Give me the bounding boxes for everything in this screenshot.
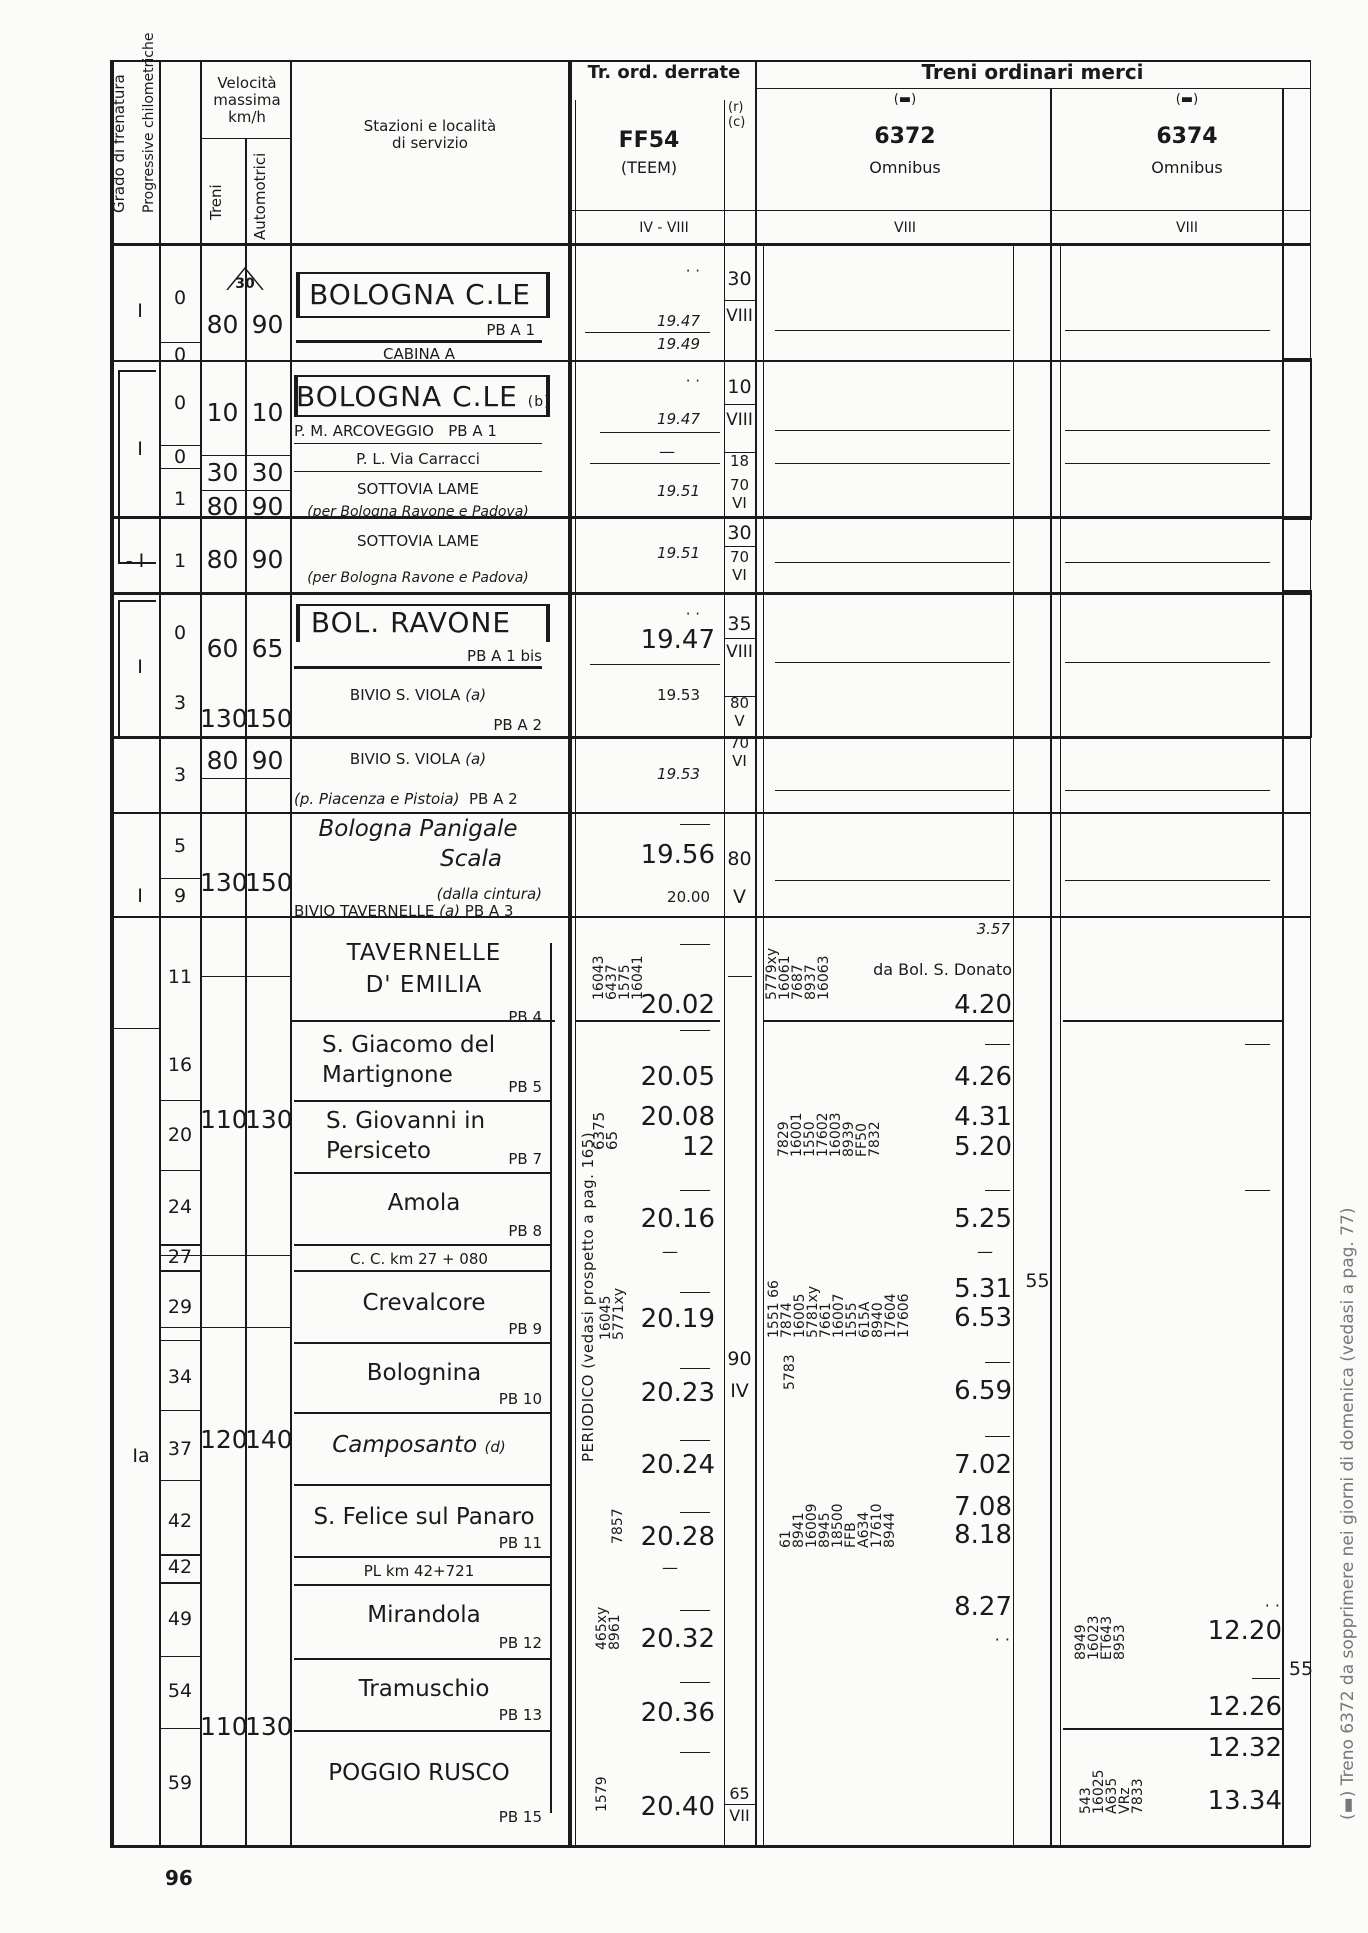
group-bracket-right xyxy=(1282,358,1312,520)
train2-class: VIII xyxy=(894,220,916,236)
header-treni: Treni xyxy=(207,184,225,220)
group-bracket-left xyxy=(118,370,156,564)
train2-mark: (▬) xyxy=(893,92,917,107)
station-bologna-cle-b: BOLOGNA C.LE (b) xyxy=(296,380,551,413)
station-bologna-cle: BOLOGNA C.LE xyxy=(309,278,531,311)
header-treni-ordinari-merci: Treni ordinari merci xyxy=(921,60,1144,84)
train2-number: 6372 xyxy=(874,124,936,149)
train3-sub: Omnibus xyxy=(1151,158,1223,177)
train1-sub: (TEEM) xyxy=(620,158,678,177)
train3-number: 6374 xyxy=(1156,124,1218,149)
station-bol-ravone: BOL. RAVONE xyxy=(310,606,512,639)
train1-class: IV - VIII xyxy=(639,220,689,236)
speed-sign-30: 30 xyxy=(225,270,265,286)
header-velocita: Velocità massima km/h xyxy=(213,74,281,126)
train1-number: FF54 xyxy=(618,128,680,153)
header-grado: Grado di frenatura xyxy=(110,74,128,213)
train1-rc: (r) (c) xyxy=(728,100,746,130)
train2-sub: Omnibus xyxy=(869,158,941,177)
header-tr-ord-derrate: Tr. ord. derrate xyxy=(587,62,741,83)
timetable-page: Grado di frenatura Progressive chilometriche Velocità massima km/h Treni Automotrici Stazioni e località di servizio Tr. ord. derrate Treni ordinari merci FF54 (TEEM) (r) (c) IV - VIII (▬) 6372 Omnibus VIII (▬) 6374 Omnibus VIII I 0 0 30 80 90 BOLOGNA C.LE PB A 1 CABINA A · · 19.47 19.49 30 VIII I 0 0 1 10 10 30 30 80 90 BOLOGNA C.LE (b) P. M. ARCOVEGGIO PB A 1 P. L. Via Carracci SOTTOVIA LAME (per Bologna Ravone e Padova) · · 19.47 — 19.51 10 VIII 18 70 VI - I 1 80 90 SOTTOVIA LAME (per Bologna Ravone e Padova) 19.51 30 70 VI I 0 3 60 65 130 150 BOL. RAVONE PB A 1 bis BIVIO S. VIOLA (a) PB A 2 · · 19.47 19.53 35 VIII 80 V 3 80 90 BIVIO S. VIOLA (a) (p. Piacenza e Pistoia) PB A 2 19.53 70 VI I 5 9 130 150 Bologna Panigale Scala (dalla cintura) BIVIO TAVERNELLE (a) PB A 3 19.56 20.00 80 V 3.57 110 130 120 140 110 130 11 TAVERNELLE D' EMILIA PB 4 16043 6437 1575 16041 20.02 5779xy 16061 7687 8937 16063 da Bol. S. Donato 4.20 16 S. Giacomo del Martignone PB 5 20.05 4.26 20 S. Giovanni in Persiceto PB 7 6375 65 20.08 12 7829 16001 1550 17602 16003 8939 FF50 7832 4.31 5.20 PERIODICO (vedasi prospetto a pag. 165) 24 Amola PB 8 20.16 5.25 27 C. C. km 27 + 080 — — 29 Crevalcore PB 9 16045 5771xy 20.19 1551 66 7874 16005 5781xy 7661 16007 1555 615A 8940 17604 17606 5.31 6.53 55 34 Bolognina PB 10 20.23 90 IV 5783 6.59 Ia 37 Camposanto (d) 20.24 7.02 42 S. Felice sul Panaro PB 11 7857 20.28 61 8941 16009 8945 18500 FFB A634 17610 8944 7.08 8.18 42 PL km 42+721 — 49 Mirandola PB 12 465xy 8961 20.32 8.27 · · 8949 16023 ET643 8953 · · 12.20 54 Tramuschio PB 13 20.36 12.26 55 59 POGGIO RUSCO PB 15 1579 20.40 65 VII 12.32 543 16025 A635 VRz 7833 13.34 (▬) Treno 6372 da sopprimere nei giorni di domenica (vedasi a pag. 77) 96 xyxy=(110,32,1358,1890)
side-note: (▬) Treno 6372 da sopprimere nei giorni di domenica (vedasi a pag. 77) xyxy=(1338,1207,1358,1820)
header-progressive: Progressive chilometriche xyxy=(141,32,157,213)
train3-class: VIII xyxy=(1176,220,1198,236)
station-tavernelle: TAVERNELLE xyxy=(346,940,502,966)
periodico-label: PERIODICO (vedasi prospetto a pag. 165) xyxy=(579,1131,597,1462)
header-automotrici: Automotrici xyxy=(251,152,269,240)
page-number: 96 xyxy=(165,1866,193,1890)
header-stazioni: Stazioni e località di servizio xyxy=(363,117,497,152)
train3-mark: (▬) xyxy=(1175,92,1199,107)
